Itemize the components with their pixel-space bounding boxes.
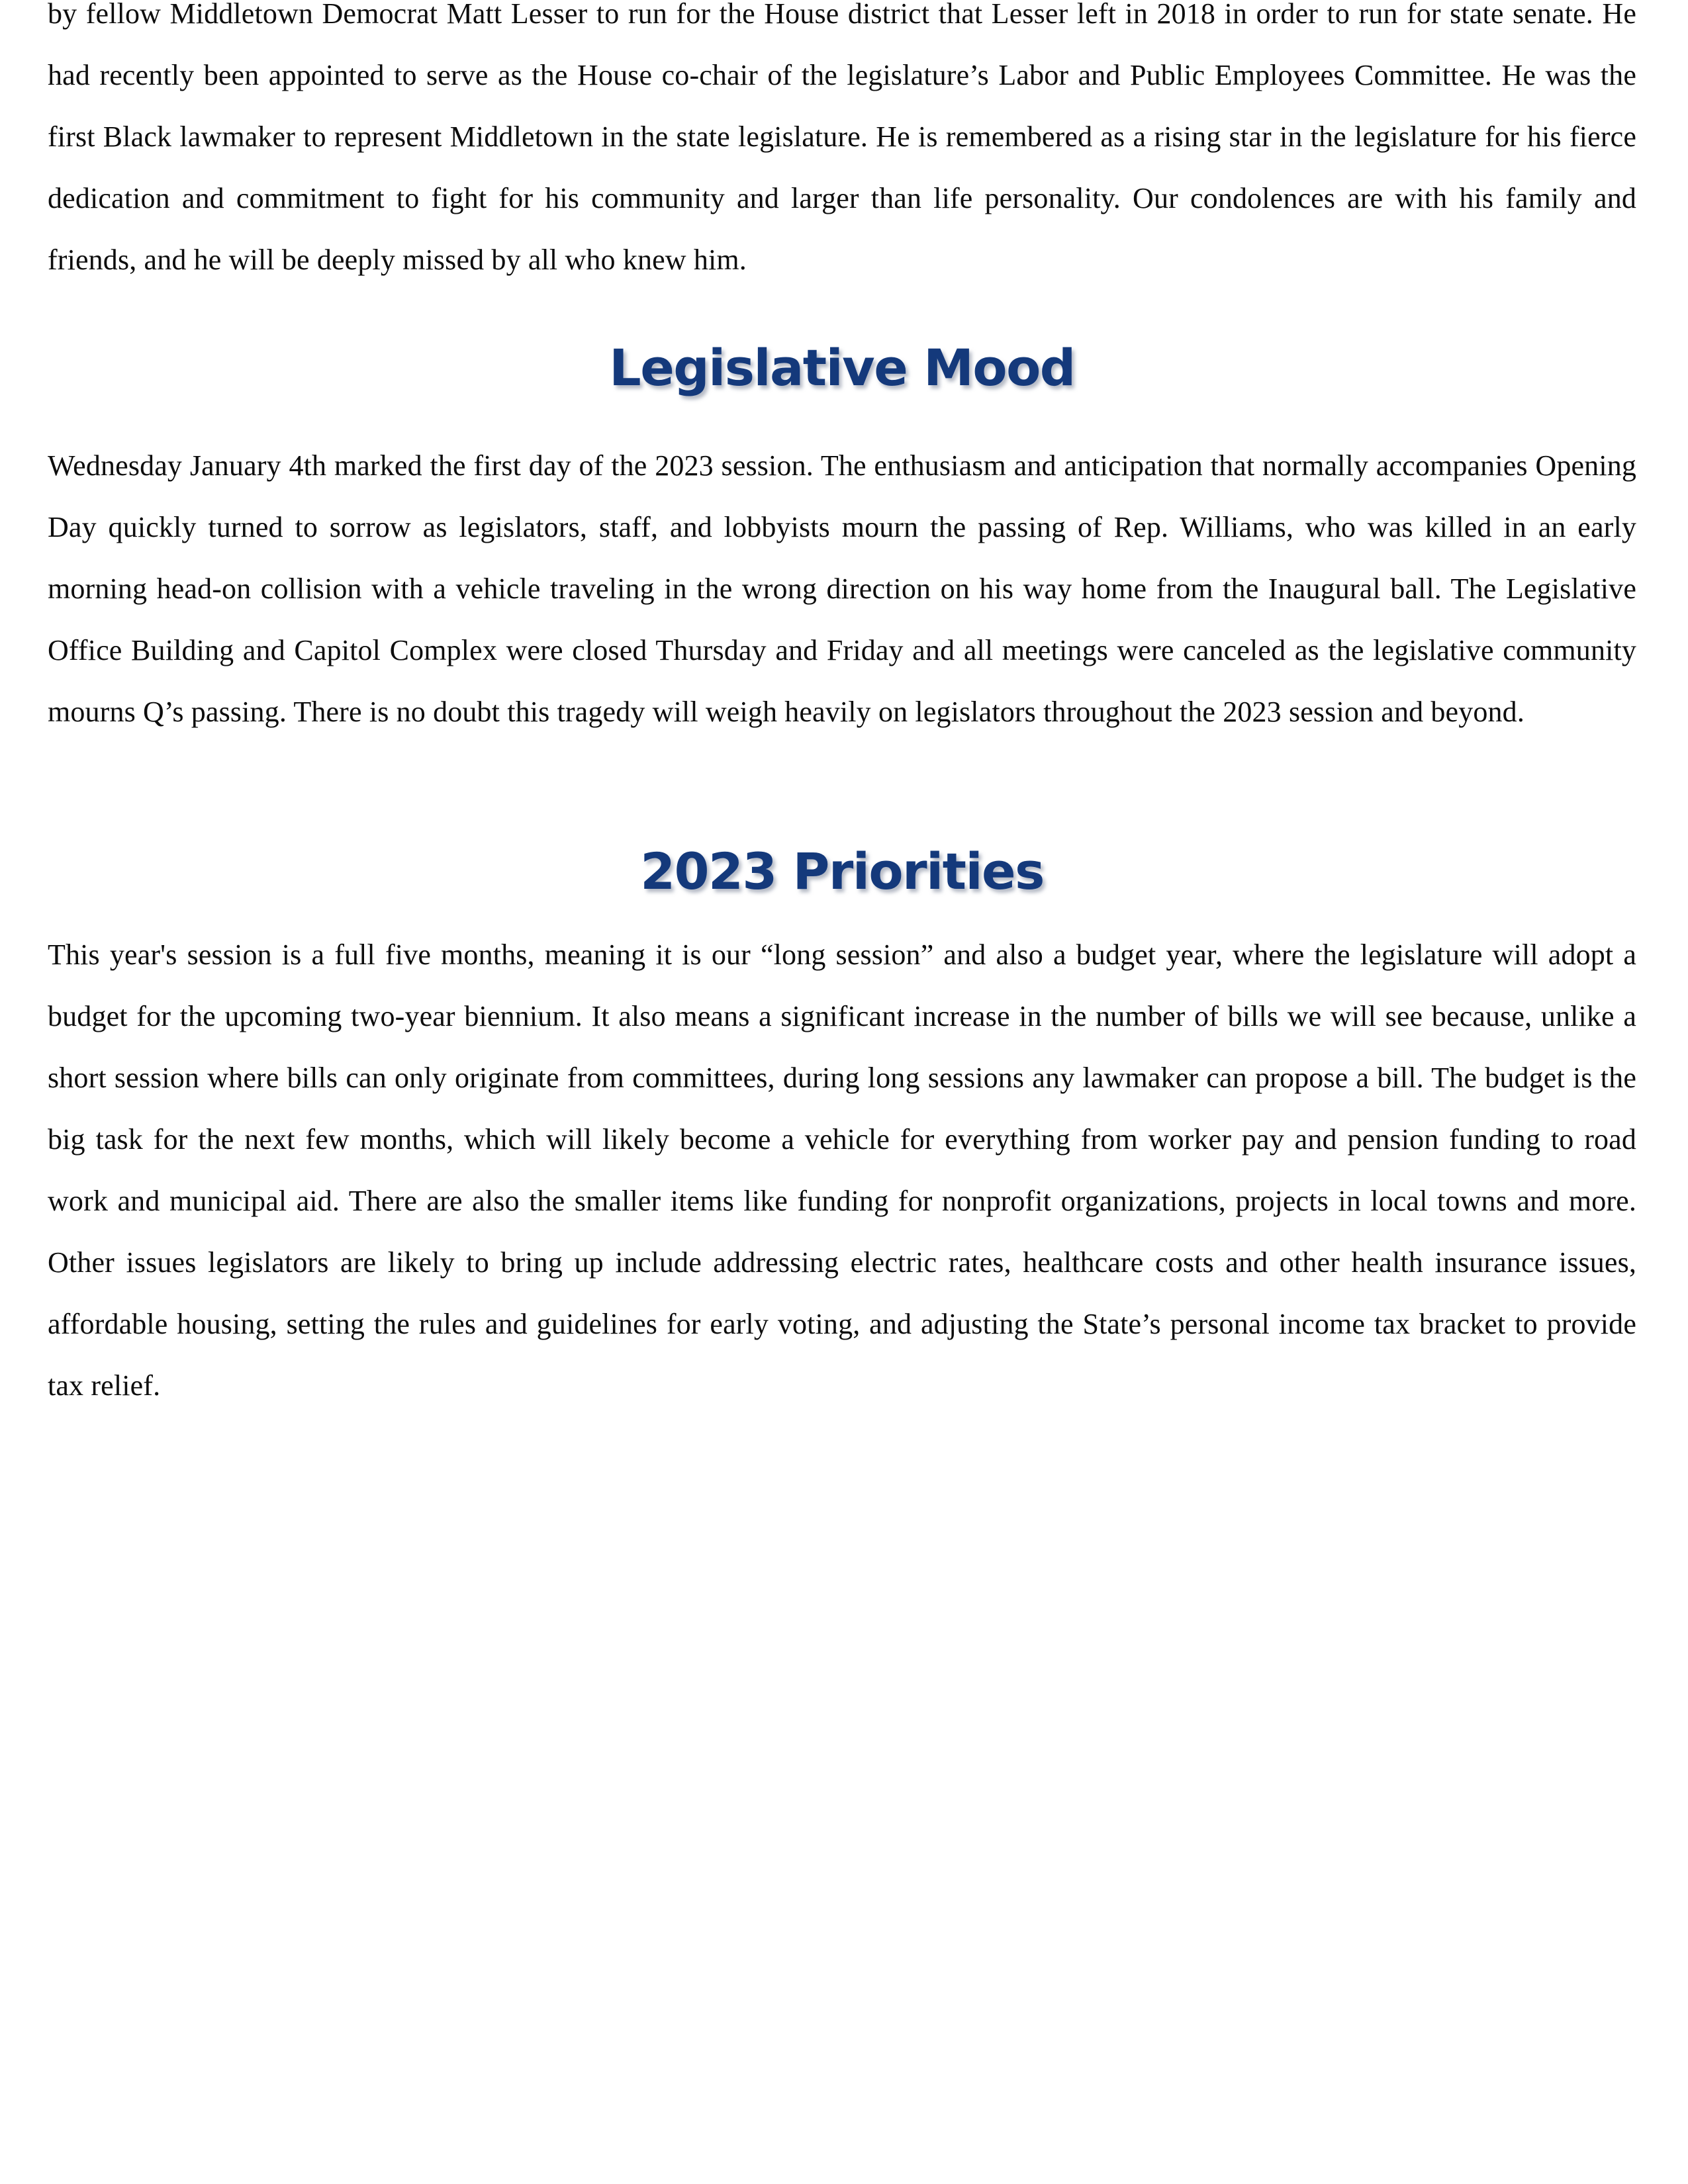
spacer-before-legislative-mood-heading — [48, 291, 1636, 340]
paragraph-tribute: by fellow Middletown Democrat Matt Lesser to run for the House district that Lesser left in 2018 in order to run for state senate. He had recently been appointed to serve as the House co-chair of the legislature’s Labor and Public Employees Committee. He was the first Black lawmaker to represent Middletown in the state legislature. He is remembered as a rising star in the legislature for his fierce dedication and commitment to fight for his community and larger than life personality. Our condolences are with his family and friends, and he will be deeply missed by all who knew him. — [48, 0, 1636, 276]
heading-legislative-mood: Legislative Mood — [609, 338, 1075, 397]
paragraph-2023-priorities: This year's session is a full five months, meaning it is our “long session” and also a budget year, where the legislature will adopt a budget for the upcoming two-year biennium. It also means a significant increase in the number of bills we will see because, unlike a short session where bills can only originate from committees, during long sessions any lawmaker can propose a bill. The budget is the big task for the next few months, which will likely become a vehicle for everything from worker pay and pension funding to road work and municipal aid. There are also the smaller items like funding for nonprofit organizations, projects in local towns and more. Other issues legislators are likely to bring up include addressing electric rates, healthcare costs and other health insurance issues, affordable housing, setting the rules and guidelines for early voting, and adjusting the State’s personal income tax bracket to provide tax relief. — [48, 938, 1636, 1402]
spacer-after-priorities-heading — [48, 900, 1636, 924]
paragraph-legislative-mood: Wednesday January 4th marked the first day of the 2023 session. The enthusiasm and anticipation that normally accompanies Opening Day quickly turned to sorrow as legislators, staff, and lobbyists mourn the passing of Rep. Williams, who was killed in an early morning head-on collision with a vehicle traveling in the wrong direction on his way home from the Inaugural ball. The Legislative Office Building and Capitol Complex were closed Thursday and Friday and all meetings were canceled as the legislative community mourns Q’s passing. There is no doubt this tragedy will weigh heavily on legislators throughout the 2023 session and beyond. — [48, 449, 1636, 728]
spacer-after-legislative-mood-heading — [48, 396, 1636, 435]
document-body — [48, 0, 1636, 1416]
heading-2023-priorities: 2023 Priorities — [640, 842, 1044, 901]
spacer-before-priorities-heading — [48, 743, 1636, 843]
